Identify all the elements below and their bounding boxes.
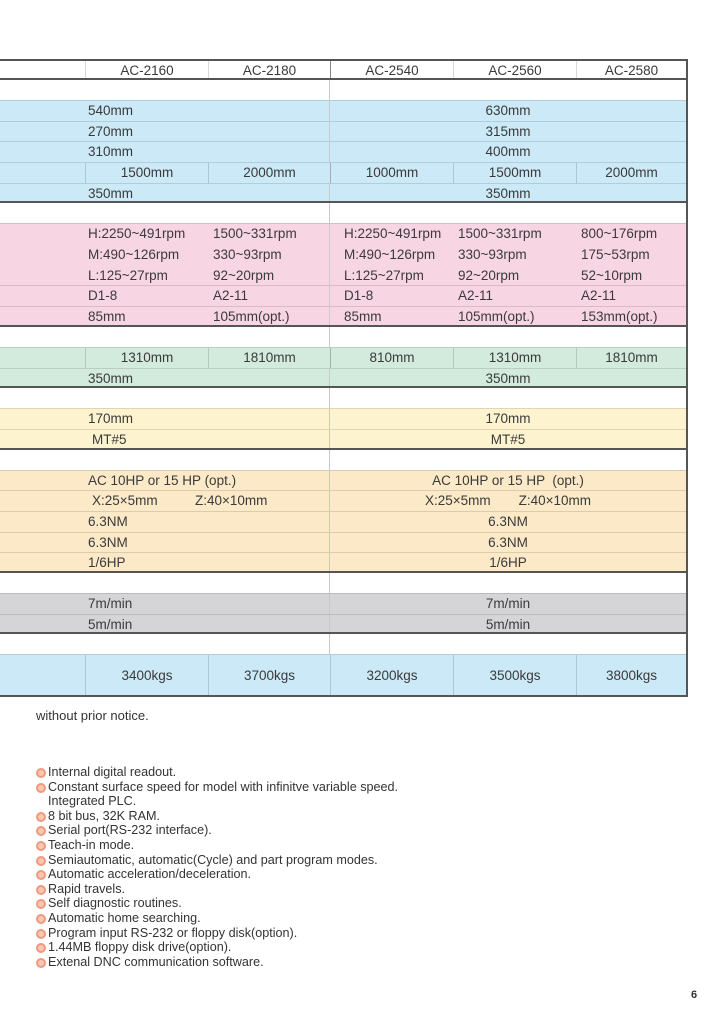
feature-item: Serial port(RS-232 interface).: [36, 823, 398, 838]
mot-servo2-left: 6.3NM: [88, 534, 128, 550]
bullet-circle-icon: [36, 914, 46, 924]
hs-high-2580: 800~176rpm: [581, 226, 658, 242]
model-header-row: [0, 59, 686, 80]
feature-item: Rapid travels.: [36, 882, 398, 897]
cap-swing-right: 630mm: [329, 101, 686, 121]
mot-screw-z-left: Z:40×10mm: [195, 493, 268, 509]
feature-item: Extenal DNC communication software.: [36, 955, 398, 970]
car-travel-2580: 1810mm: [576, 348, 686, 368]
cap-width-left: 350mm: [88, 185, 134, 201]
car-travel-2540: 810mm: [330, 348, 453, 368]
cap-swing3-left: 310mm: [88, 144, 134, 160]
bullet-circle-icon: [36, 958, 46, 968]
feature-item: Automatic acceleration/deceleration.: [36, 867, 398, 882]
hs-high-2160: H:2250~491rpm: [88, 226, 186, 242]
hs-nose-2160: D1-8: [88, 288, 118, 304]
hs-bore-2160: 85mm: [88, 309, 126, 325]
rapid-r2-left: 5m/min: [88, 616, 133, 632]
mot-screw-z-right: Z:40×10mm: [518, 493, 592, 509]
hs-mid-2560: 330~93rpm: [458, 247, 527, 263]
model-ac-2160: AC-2160: [85, 61, 208, 78]
feature-list: [36, 765, 398, 969]
mot-coolant-right: 1/6HP: [329, 553, 686, 571]
mot-servo2-right: 6.3NM: [329, 533, 686, 553]
cap-swing2-right: 315mm: [329, 122, 686, 142]
rapid-r1-right: 7m/min: [329, 594, 686, 614]
feature-item: Internal digital readout.: [36, 765, 398, 780]
cap-centers-2580: 2000mm: [576, 163, 686, 183]
weight-2540: 3200kgs: [330, 655, 453, 695]
hs-bore-2580: 153mm(opt.): [581, 309, 658, 325]
hs-bore-2560: 105mm(opt.): [458, 309, 535, 325]
weight-2160: 3400kgs: [85, 655, 208, 695]
feature-item: Constant surface speed for model with infinitve variable speed.: [36, 780, 398, 795]
hs-low-2560: 92~20rpm: [458, 267, 520, 283]
mot-screw-x-left: X:25×5mm: [92, 493, 158, 509]
feature-item: Teach-in mode.: [36, 838, 398, 853]
bullet-circle-icon: [36, 768, 46, 778]
mot-main-left: AC 10HP or 15 HP (opt.): [88, 472, 237, 488]
rapid-r1-left: 7m/min: [88, 596, 133, 611]
weight-2180: 3700kgs: [208, 655, 330, 695]
feature-item: Integrated PLC.: [48, 794, 137, 809]
hs-high-2180: 1500~331rpm: [213, 226, 297, 242]
hs-bore-2180: 105mm(opt.): [213, 309, 290, 325]
car-cross-left: 350mm: [88, 370, 134, 386]
weight-2580: 3800kgs: [576, 655, 686, 695]
feature-item: 8 bit bus, 32K RAM.: [36, 809, 398, 824]
hs-nose-2540: D1-8: [329, 286, 451, 306]
cap-swing3-right: 400mm: [329, 142, 686, 162]
ts-taper-right: MT#5: [329, 430, 686, 448]
mot-screw-x-right: X:25×5mm: [424, 493, 491, 509]
car-travel-2160: 1310mm: [85, 348, 208, 368]
bullet-circle-icon: [36, 943, 46, 953]
ts-dia-right: 170mm: [329, 409, 686, 429]
notice-text: without prior notice.: [36, 708, 149, 723]
mot-coolant-left: 1/6HP: [88, 555, 126, 571]
spec-table: [0, 59, 688, 697]
car-travel-2180: 1810mm: [208, 348, 330, 368]
feature-item: Automatic home searching.: [36, 911, 398, 926]
model-ac-2560: AC-2560: [453, 61, 576, 78]
cap-swing2-left: 270mm: [88, 123, 134, 139]
hs-mid-2540: M:490~126rpm: [344, 247, 436, 263]
rapid-r2-right: 5m/min: [329, 615, 686, 633]
hs-nose-2180: A2-11: [213, 288, 249, 304]
hs-low-2580: 52~10rpm: [581, 267, 643, 283]
model-ac-2540: AC-2540: [330, 61, 453, 78]
bullet-circle-icon: [36, 870, 46, 880]
mot-servo1-left: 6.3NM: [88, 513, 128, 529]
bullet-circle-icon: [36, 841, 46, 851]
bullet-circle-icon: [36, 783, 46, 793]
cap-centers-2180: 2000mm: [208, 163, 330, 183]
cap-width-right: 350mm: [329, 184, 686, 202]
feature-item: 1.44MB floppy disk drive(option).: [36, 940, 398, 955]
feature-item: Semiautomatic, automatic(Cycle) and part program modes.: [36, 853, 398, 868]
feature-item: Program input RS-232 or floppy disk(option).: [36, 926, 398, 941]
ts-dia-left: 170mm: [88, 411, 134, 427]
hs-mid-2160: M:490~126rpm: [88, 247, 180, 263]
car-travel-2560: 1310mm: [453, 348, 576, 368]
cap-swing-left: 540mm: [88, 103, 134, 118]
hs-mid-2180: 330~93rpm: [213, 247, 282, 263]
weight-2560: 3500kgs: [453, 655, 576, 695]
hs-nose-2580: A2-11: [581, 288, 617, 304]
hs-low-2180: 92~20rpm: [213, 267, 275, 283]
bullet-circle-icon: [36, 856, 46, 866]
model-ac-2180: AC-2180: [208, 61, 330, 78]
hs-high-2560: 1500~331rpm: [458, 226, 542, 242]
mot-main-right: AC 10HP or 15 HP (opt.): [329, 471, 686, 491]
feature-item: Self diagnostic routines.: [36, 896, 398, 911]
cap-centers-2540: 1000mm: [330, 163, 453, 183]
bullet-circle-icon: [36, 826, 46, 836]
model-ac-2580: AC-2580: [576, 61, 686, 78]
bullet-circle-icon: [36, 899, 46, 909]
ts-taper-left: MT#5: [92, 431, 127, 447]
hs-nose-2560: A2-11: [458, 288, 494, 304]
page-number: 6: [691, 989, 698, 1001]
cap-centers-2160: 1500mm: [85, 163, 208, 183]
cap-centers-2560: 1500mm: [453, 163, 576, 183]
car-cross-right: 350mm: [329, 369, 686, 387]
hs-bore-2540: 85mm: [329, 307, 451, 325]
hs-low-2160: L:125~27rpm: [88, 267, 168, 283]
hs-high-2540: H:2250~491rpm: [344, 226, 442, 242]
hs-mid-2580: 175~53rpm: [581, 247, 650, 263]
bullet-circle-icon: [36, 885, 46, 895]
bullet-circle-icon: [36, 812, 46, 822]
mot-servo1-right: 6.3NM: [329, 512, 686, 532]
hs-low-2540: L:125~27rpm: [344, 267, 424, 283]
bullet-circle-icon: [36, 929, 46, 939]
